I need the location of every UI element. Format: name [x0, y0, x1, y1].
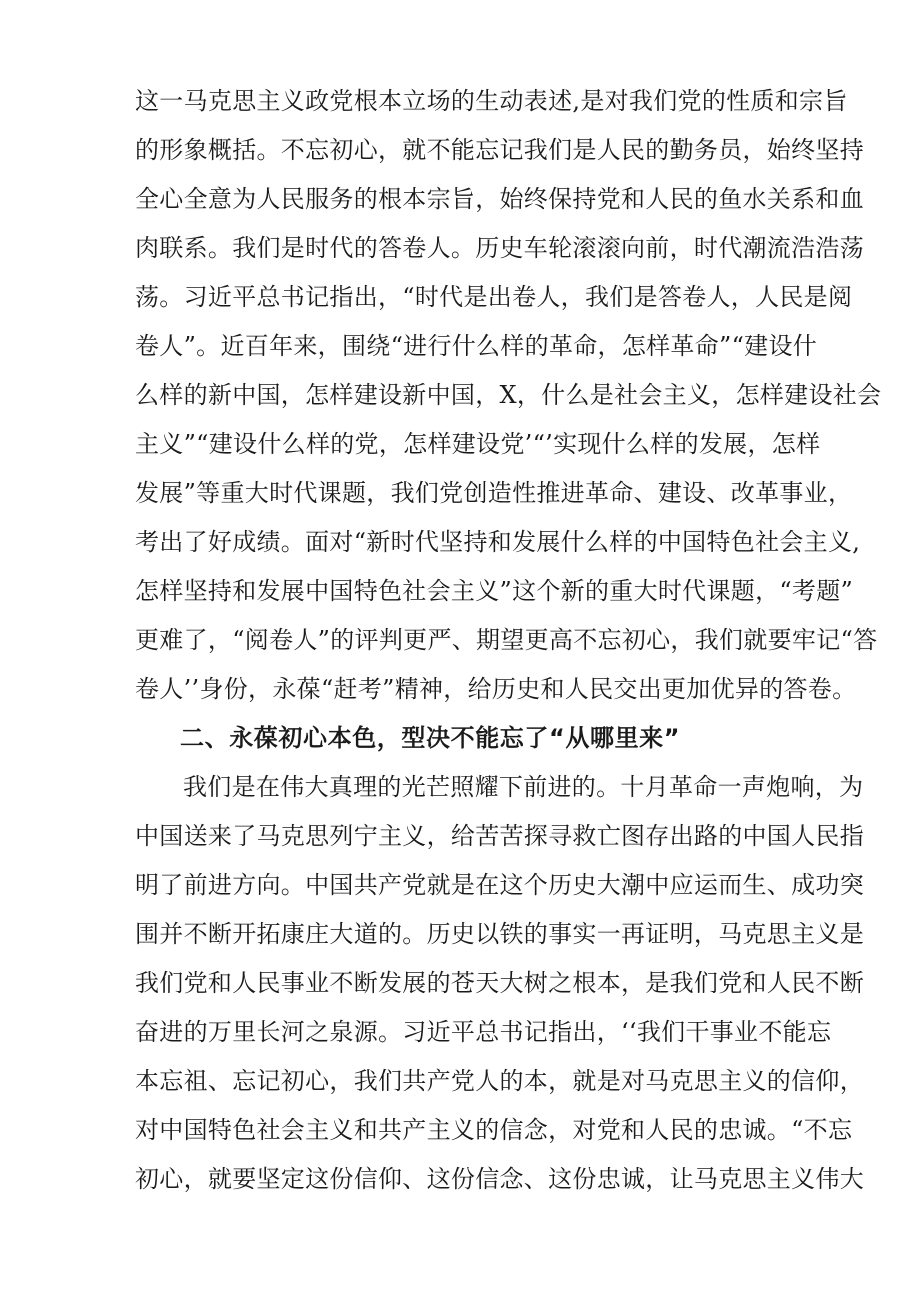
paragraph-line: 荡。习近平总书记指出，“时代是出卷人，我们是答卷人，人民是阅	[135, 283, 853, 311]
paragraph-line: 考出了好成绩。面对“新时代坚持和发展什么样的中国特色社会主义,	[135, 528, 861, 556]
paragraph-line: 发展”等重大时代课题，我们党创造性推进革命、建设、改革事业，	[135, 479, 853, 507]
paragraph-line: 肉联系。我们是时代的答卷人。历史车轮滚滚向前，时代潮流浩浩荡	[135, 234, 864, 262]
paragraph-line: 的形象概括。不忘初心，就不能忘记我们是人民的勤务员，始终坚持	[135, 136, 864, 164]
paragraph-line: 我们党和人民事业不断发展的苍天大树之根本，是我们党和人民不断	[135, 969, 864, 997]
paragraph-line: 更难了，“阅卷人”的评判更严、期望更高不忘初心，我们就要牢记“答	[135, 626, 878, 654]
paragraph-line: 主义”“建设什么样的党，怎样建设党’“’实现什么样的发展，怎样	[135, 430, 821, 458]
paragraph-line: 围并不断开拓康庄大道的。历史以铁的事实一再证明，马克思主义是	[135, 920, 864, 948]
paragraph-line: 中国送来了马克思列宁主义，给苦苦探寻救亡图存出路的中国人民指	[135, 822, 864, 850]
paragraph-line: 卷人”。近百年来，围绕“进行什么样的革命，怎样革命”“建设什	[135, 332, 818, 360]
paragraph-line: 全心全意为人民服务的根本宗旨，始终保持党和人民的鱼水关系和血	[135, 185, 864, 213]
paragraph-line: 明了前进方向。中国共产党就是在这个历史大潮中应运而生、成功突	[135, 871, 864, 899]
paragraph-line: 对中国特色社会主义和共产主义的信念，对党和人民的忠诚。“不忘	[135, 1116, 853, 1144]
paragraph-line: 这一马克思主义政党根本立场的生动表述,是对我们党的性质和宗旨	[135, 87, 848, 115]
paragraph-line: 怎样坚持和发展中国特色社会主义”这个新的重大时代课题，“考题”	[135, 577, 854, 605]
paragraph-line: 奋进的万里长河之泉源。习近平总书记指出，‘‘我们干事业不能忘	[135, 1018, 832, 1046]
paragraph-line: 初心，就要坚定这份信仰、这份信念、这份忠诚，让马克思主义伟大	[135, 1165, 864, 1193]
paragraph-line: 卷人’’身份，永葆“赶考”精神，给历史和人民交出更加优异的答卷。	[135, 675, 857, 703]
section-heading: 二、永葆初心本色，型决不能忘了“从哪里来”	[180, 724, 681, 752]
paragraph-line: 么样的新中国，怎样建设新中国，X，什么是社会主义，怎样建设社会	[135, 381, 882, 409]
paragraph-line: 本忘祖、忘记初心，我们共产党人的本，就是对马克思主义的信仰，	[135, 1067, 864, 1095]
paragraph-line: 我们是在伟大真理的光芒照耀下前进的。十月革命一声炮响，为	[183, 773, 864, 801]
